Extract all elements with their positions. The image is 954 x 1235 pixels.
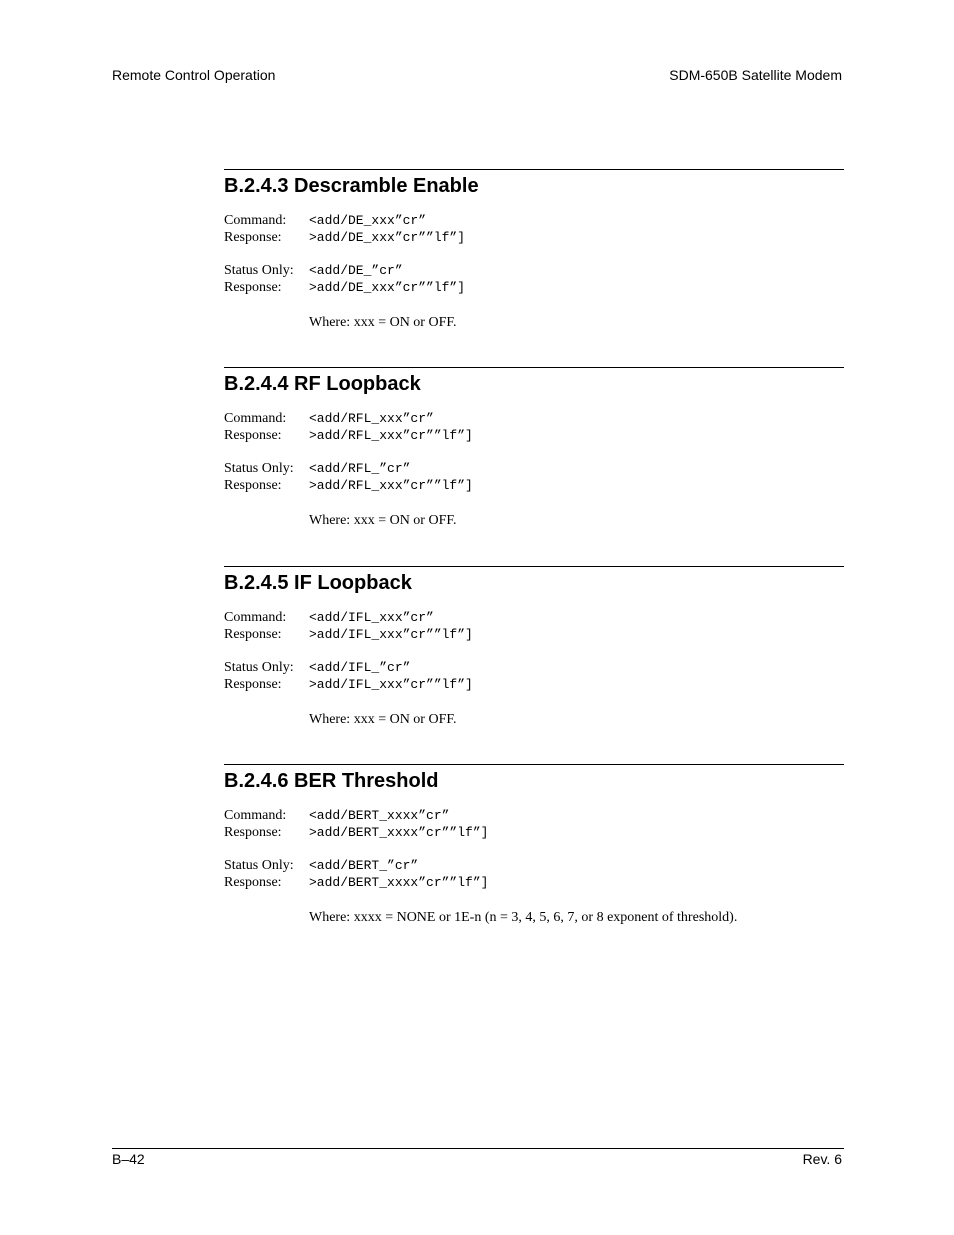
status-label: Status Only: xyxy=(224,660,294,675)
command-syntax: <add/DE_xxx”cr” xyxy=(309,213,427,228)
command-row xyxy=(224,410,844,427)
status-row xyxy=(224,262,844,279)
status-label: Status Only: xyxy=(224,263,294,278)
status-response-row xyxy=(224,477,844,494)
command-label: Command: xyxy=(224,610,287,625)
status-response-label: Response: xyxy=(224,677,282,692)
command-syntax: <add/RFL_xxx”cr” xyxy=(309,411,434,426)
status-syntax: <add/RFL_”cr” xyxy=(309,461,411,476)
status-response-row xyxy=(224,279,844,296)
status-response-syntax: >add/IFL_xxx”cr””lf”] xyxy=(309,677,473,692)
status-row xyxy=(224,659,844,676)
response-label: Response: xyxy=(224,825,282,840)
where-note: Where: xxx = ON or OFF. xyxy=(309,513,457,528)
status-syntax: <add/IFL_”cr” xyxy=(309,660,411,675)
command-label: Command: xyxy=(224,808,287,823)
section-heading: B.2.4.3 Descramble Enable xyxy=(224,175,479,197)
page-number: B–42 xyxy=(112,1151,145,1167)
command-syntax: <add/BERT_xxxx”cr” xyxy=(309,808,450,823)
command-block xyxy=(224,410,844,494)
section-descramble-enable xyxy=(224,169,844,331)
response-syntax: >add/BERT_xxxx”cr””lf”] xyxy=(309,825,489,840)
status-response-syntax: >add/RFL_xxx”cr””lf”] xyxy=(309,478,473,493)
section-rf-loopback xyxy=(224,367,844,529)
section-if-loopback xyxy=(224,566,844,728)
status-response-label: Response: xyxy=(224,478,282,493)
command-row xyxy=(224,212,844,229)
response-syntax: >add/DE_xxx”cr””lf”] xyxy=(309,230,466,245)
section-heading: B.2.4.6 BER Threshold xyxy=(224,770,439,792)
response-syntax: >add/RFL_xxx”cr””lf”] xyxy=(309,428,473,443)
status-response-label: Response: xyxy=(224,875,282,890)
command-block xyxy=(224,212,844,296)
command-label: Command: xyxy=(224,213,287,228)
response-row xyxy=(224,626,844,643)
status-response-row xyxy=(224,676,844,693)
response-row xyxy=(224,229,844,246)
where-note: Where: xxx = ON or OFF. xyxy=(309,712,457,727)
status-row xyxy=(224,460,844,477)
status-response-syntax: >add/DE_xxx”cr””lf”] xyxy=(309,280,466,295)
response-syntax: >add/IFL_xxx”cr””lf”] xyxy=(309,627,473,642)
section-heading: B.2.4.5 IF Loopback xyxy=(224,572,412,594)
response-label: Response: xyxy=(224,428,282,443)
section-heading: B.2.4.4 RF Loopback xyxy=(224,373,421,395)
status-label: Status Only: xyxy=(224,858,294,873)
status-response-syntax: >add/BERT_xxxx”cr””lf”] xyxy=(309,875,489,890)
response-label: Response: xyxy=(224,627,282,642)
command-label: Command: xyxy=(224,411,287,426)
response-row xyxy=(224,824,844,841)
status-response-row xyxy=(224,874,844,891)
where-note: Where: xxxx = NONE or 1E-n (n = 3, 4, 5, 6, 7, or 8 exponent of threshold). xyxy=(309,910,738,925)
footer-rule xyxy=(112,1148,844,1149)
running-header-product: SDM-650B Satellite Modem xyxy=(669,67,842,83)
response-label: Response: xyxy=(224,230,282,245)
command-block xyxy=(224,609,844,693)
section-ber-threshold xyxy=(224,764,844,926)
command-row xyxy=(224,807,844,824)
revision-label: Rev. 6 xyxy=(802,1151,842,1167)
where-note: Where: xxx = ON or OFF. xyxy=(309,315,457,330)
command-syntax: <add/IFL_xxx”cr” xyxy=(309,610,434,625)
status-syntax: <add/BERT_”cr” xyxy=(309,858,419,873)
status-label: Status Only: xyxy=(224,461,294,476)
status-syntax: <add/DE_”cr” xyxy=(309,263,403,278)
status-response-label: Response: xyxy=(224,280,282,295)
command-block xyxy=(224,807,844,891)
status-row xyxy=(224,857,844,874)
response-row xyxy=(224,427,844,444)
running-header-title: Remote Control Operation xyxy=(112,67,276,83)
command-row xyxy=(224,609,844,626)
